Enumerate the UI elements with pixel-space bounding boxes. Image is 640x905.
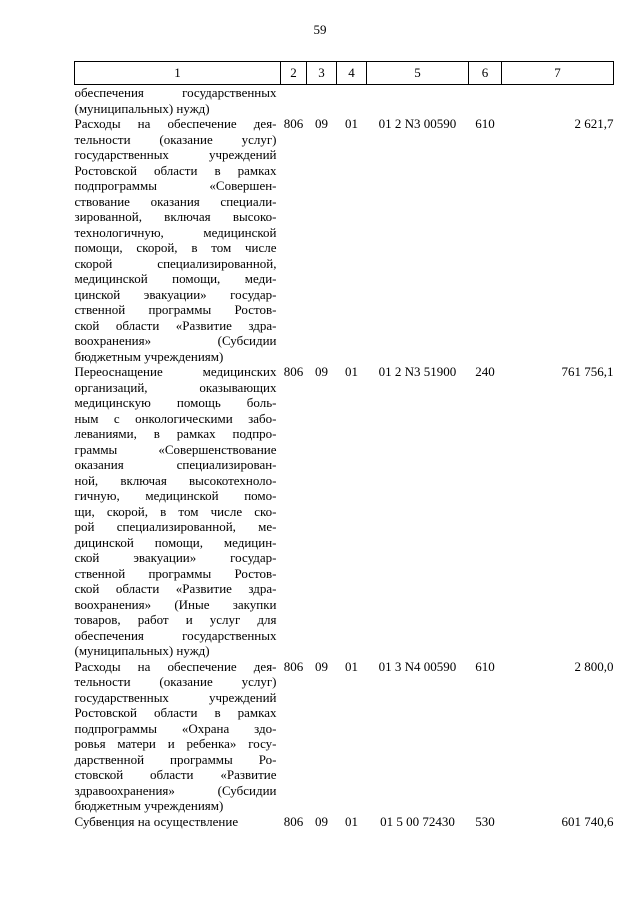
table-row bbox=[75, 85, 614, 117]
description-line: цинской эвакуации» государ- bbox=[74, 286, 277, 302]
description-line: бюджетным учреждениям) bbox=[74, 348, 224, 364]
header-row bbox=[75, 62, 614, 85]
amount-value bbox=[502, 85, 614, 117]
column-header: 1 bbox=[75, 62, 281, 85]
description-line: воохранения» (Субсидии bbox=[74, 333, 277, 348]
description-line: государственных учреждений bbox=[74, 147, 277, 162]
description-line: обеспечения государственных bbox=[74, 85, 277, 100]
description-line: (муниципальных) нужд) bbox=[74, 643, 210, 658]
ministry-code bbox=[281, 85, 307, 117]
description-line: скорой специализированной, bbox=[74, 255, 277, 271]
description-line: Расходы на обеспечение дея- bbox=[74, 116, 277, 131]
description-line: тельности (оказание услуг) bbox=[74, 674, 277, 689]
description-line: гичную, медицинской помо- bbox=[74, 488, 277, 503]
column-header: 6 bbox=[469, 62, 502, 85]
description-line: воохранения» (Иные закупки bbox=[74, 596, 277, 612]
description-line: оказания специализирован- bbox=[74, 457, 277, 472]
description-line: организаций, оказывающих bbox=[74, 379, 277, 395]
description-line: тельности (оказание услуг) bbox=[74, 131, 277, 147]
amount-value: 761 756,1 bbox=[561, 364, 614, 379]
subsection-code bbox=[337, 85, 367, 117]
column-header: 7 bbox=[502, 62, 614, 85]
expense-type-code: 610 bbox=[475, 116, 495, 131]
description-line: леваниями, в рамках подпро- bbox=[74, 426, 277, 441]
description-line: ровья матери и ребенка» госу- bbox=[74, 736, 277, 751]
section-code: 09 bbox=[315, 116, 328, 131]
budget-table bbox=[74, 61, 614, 829]
table-row bbox=[75, 814, 614, 830]
description-line: дицинской помощи, медицин- bbox=[74, 534, 277, 550]
ministry-code: 806 bbox=[283, 658, 304, 674]
description-line: щи, скорой, в том числе ско- bbox=[74, 503, 277, 519]
expense-type-code: 610 bbox=[475, 658, 495, 674]
description-line: дарственной программы Ро- bbox=[74, 751, 277, 767]
description-line: ской области «Развитие здра- bbox=[74, 581, 277, 596]
description-line: Переоснащение медицинских bbox=[74, 364, 277, 379]
description-line: подпрограммы «Охрана здо- bbox=[74, 720, 277, 736]
section-code: 09 bbox=[315, 813, 328, 829]
column-header: 3 bbox=[307, 62, 337, 85]
description-line: государственных учреждений bbox=[74, 689, 277, 705]
description-line: здравоохранения» (Субсидии bbox=[74, 782, 277, 798]
amount-value: 2 621,7 bbox=[574, 116, 614, 131]
amount-value: 2 800,0 bbox=[574, 658, 614, 674]
description-line: ственной программы Ростов- bbox=[74, 565, 277, 581]
description-line: медицинскую помощь боль- bbox=[74, 395, 277, 410]
amount-value: 601 740,6 bbox=[561, 813, 614, 829]
description-line: технологичную, медицинской bbox=[74, 224, 277, 240]
expense-type-code bbox=[469, 85, 502, 117]
expense-type-code: 530 bbox=[475, 813, 495, 829]
description-line: ствование оказания специали- bbox=[74, 193, 277, 209]
row-description bbox=[75, 116, 281, 364]
column-header: 2 bbox=[281, 62, 307, 85]
description-line: ной, включая высокотехноло- bbox=[74, 472, 277, 488]
section-code: 09 bbox=[315, 658, 328, 674]
description-line: рой специализированной, ме- bbox=[74, 519, 277, 534]
target-article-code: 01 3 N4 00590 bbox=[378, 658, 457, 674]
subsection-code: 01 bbox=[345, 813, 358, 829]
description-line: Расходы на обеспечение дея- bbox=[74, 658, 277, 674]
table-row bbox=[75, 364, 614, 659]
description-line: (муниципальных) нужд) bbox=[74, 100, 210, 116]
description-line: ской области «Развитие здра- bbox=[74, 317, 277, 333]
description-line: обеспечения государственных bbox=[74, 627, 277, 643]
subsection-code: 01 bbox=[345, 116, 358, 131]
target-article-code: 01 2 N3 51900 bbox=[378, 364, 457, 379]
column-header: 4 bbox=[337, 62, 367, 85]
row-description bbox=[75, 659, 281, 814]
description-line: бюджетным учреждениям) bbox=[74, 798, 224, 813]
page-number: 59 bbox=[313, 22, 327, 37]
description-line: Ростовской области в рамках bbox=[74, 162, 277, 178]
subsection-code: 01 bbox=[345, 364, 358, 379]
section-code: 09 bbox=[315, 364, 328, 379]
description-line: медицинской помощи, меди- bbox=[74, 271, 277, 286]
section-code bbox=[307, 85, 337, 117]
description-line: ственной программы Ростов- bbox=[74, 302, 277, 317]
target-article-code bbox=[367, 85, 469, 117]
description-line: помощи, скорой, в том числе bbox=[74, 240, 277, 255]
ministry-code: 806 bbox=[283, 364, 304, 379]
description-line: ным с онкологическими забо- bbox=[74, 410, 277, 426]
row-description bbox=[75, 814, 281, 830]
table-row bbox=[75, 116, 614, 364]
table-row bbox=[75, 659, 614, 814]
column-header: 5 bbox=[367, 62, 469, 85]
description-line: Ростовской области в рамках bbox=[74, 705, 277, 720]
row-description bbox=[75, 364, 281, 659]
description-line: товаров, работ и услуг для bbox=[74, 612, 277, 627]
description-line: подпрограммы «Совершен- bbox=[74, 178, 277, 193]
description-line: стовской области «Развитие bbox=[74, 767, 277, 782]
target-article-code: 01 5 00 72430 bbox=[380, 813, 455, 829]
description-line: зированной, включая высоко- bbox=[74, 209, 277, 224]
target-article-code: 01 2 N3 00590 bbox=[378, 116, 457, 131]
row-description bbox=[75, 85, 281, 117]
ministry-code: 806 bbox=[283, 813, 304, 829]
description-line: Субвенция на осуществление bbox=[74, 813, 239, 829]
ministry-code: 806 bbox=[283, 116, 304, 131]
subsection-code: 01 bbox=[345, 658, 358, 674]
description-line: граммы «Совершенствование bbox=[74, 441, 277, 457]
description-line: ской эвакуации» государ- bbox=[74, 550, 277, 565]
expense-type-code: 240 bbox=[475, 364, 495, 379]
